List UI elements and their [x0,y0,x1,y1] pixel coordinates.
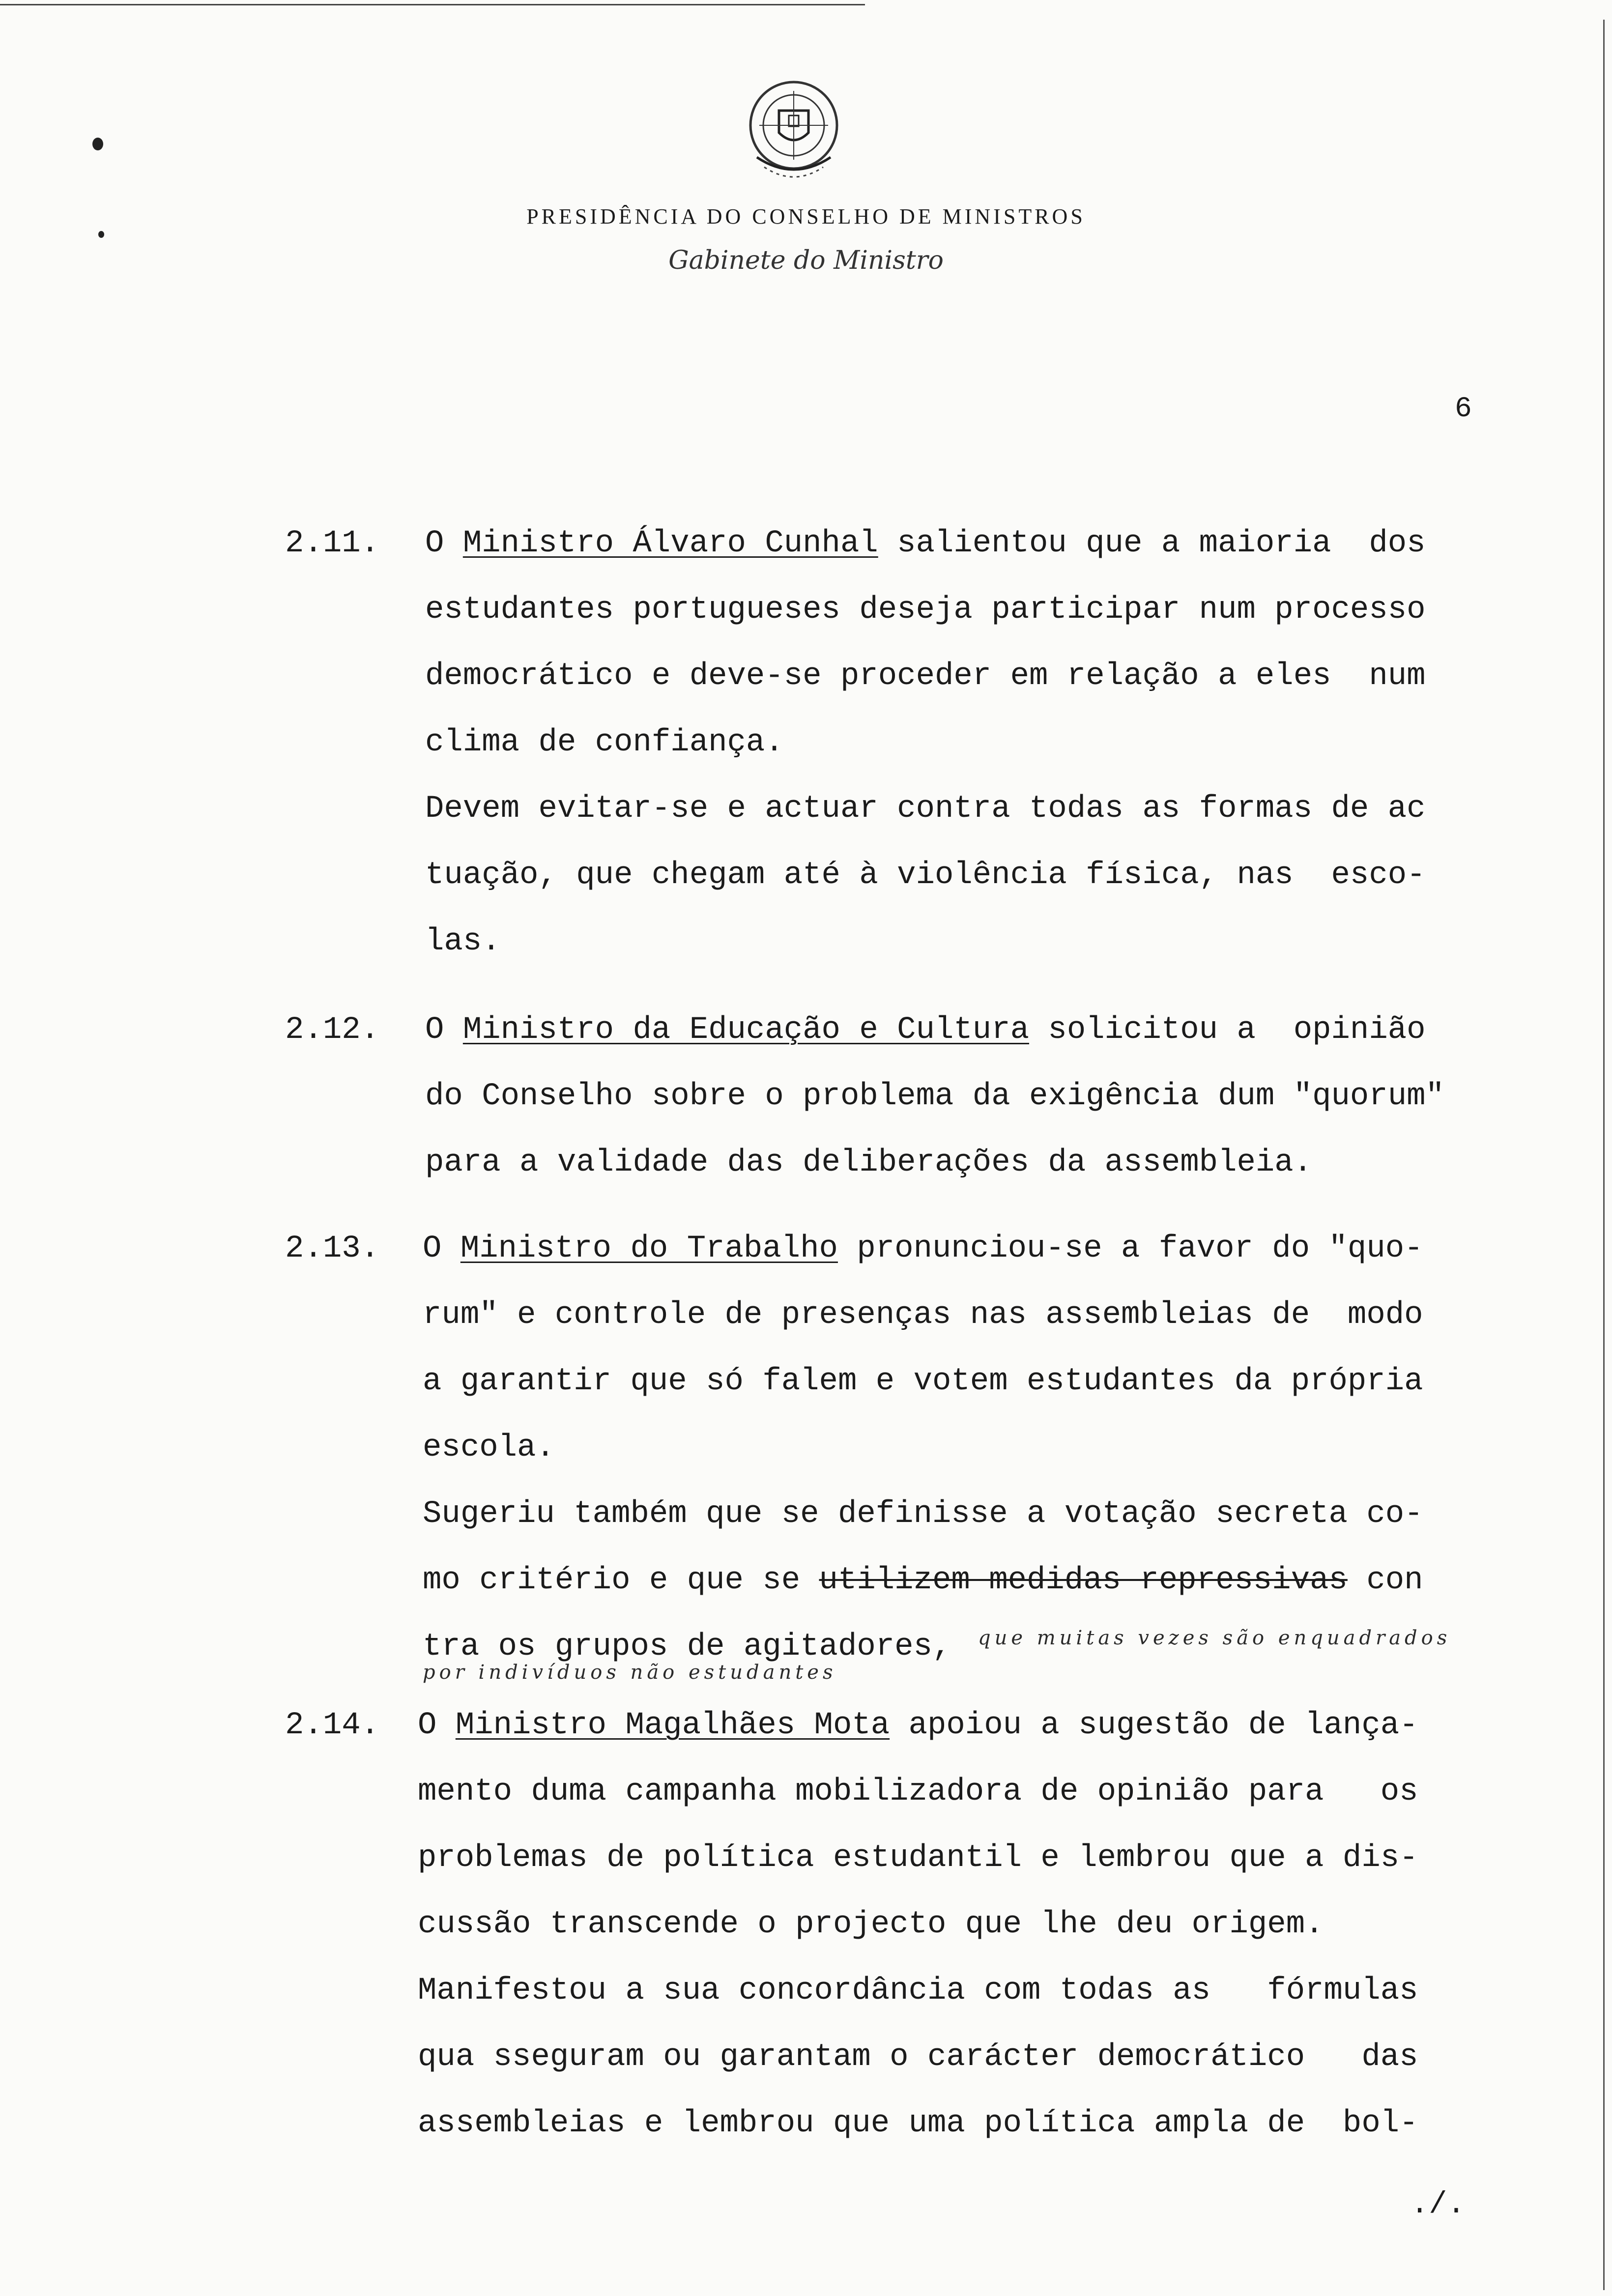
section-number: 2.12. [285,1012,380,1048]
paragraph-line: Sugeriu também que se definisse a votação secreta co- [423,1496,1423,1532]
handwritten-annotation: por indivíduos não estudantes [423,1661,837,1684]
paragraph-line: clima de confiança. [425,725,784,760]
speaker-name: Ministro do Trabalho [460,1231,838,1266]
paragraph-line: O Ministro da Educação e Cultura solicitou a opinião [425,1012,1426,1048]
section-number: 2.14. [285,1708,380,1743]
paragraph-line: tuação, que chegam até à violência física, nas esco- [425,858,1426,893]
speaker-name: Ministro Magalhães Mota [455,1708,890,1743]
handwritten-annotation: que muitas vezes são enquadrados [978,1627,1451,1649]
punch-hole-mark [98,231,104,238]
paragraph-line: O Ministro Álvaro Cunhal salientou que a maioria dos [425,526,1426,561]
paragraph-line: O Ministro Magalhães Mota apoiou a sugestão de lança- [418,1708,1418,1743]
paragraph-line: democrático e deve-se proceder em relação a eles num [425,659,1426,694]
speaker-name: Ministro da Educação e Cultura [462,1012,1029,1048]
paragraph-line: tra os grupos de agitadores, [423,1629,951,1665]
paragraph-line: mento duma campanha mobilizadora de opinião para os [418,1774,1418,1809]
paragraph-line: rum" e controle de presenças nas assembleias de modo [423,1297,1423,1333]
right-margin-line [1603,20,1605,2290]
paragraph-line: Devem evitar-se e actuar contra todas as formas de ac [425,791,1426,827]
coat-of-arms-icon [737,74,850,187]
paragraph-line: do Conselho sobre o problema da exigência dum "quorum" [425,1079,1444,1114]
punch-hole-mark [92,138,103,150]
section-number: 2.13. [285,1231,380,1266]
paragraph-line: para a validade das deliberações da assembleia. [425,1145,1313,1180]
paragraph-line: mo critério e que se utilizem medidas repressivas con [423,1563,1423,1598]
paragraph-line: O Ministro do Trabalho pronunciou-se a favor do "quo- [423,1231,1423,1266]
paragraph-line: escola. [423,1430,555,1465]
speaker-name: Ministro Álvaro Cunhal [462,526,878,561]
continuation-mark: ./. [1410,2187,1466,2222]
paragraph-line: qua sseguram ou garantam o carácter democrático das [418,2039,1418,2075]
paragraph-line: estudantes portugueses deseja participar num processo [425,592,1426,628]
paragraph-line: problemas de política estudantil e lembrou que a dis- [418,1840,1418,1876]
paragraph-line: Manifestou a sua concordância com todas as fórmulas [418,1973,1418,2009]
organization-heading: PRESIDÊNCIA DO CONSELHO DE MINISTROS [526,204,1086,229]
paragraph-line: las. [425,924,501,959]
section-number: 2.11. [285,526,380,561]
top-rule [0,4,865,5]
page-number: 6 [1455,393,1472,425]
cabinet-subtitle: Gabinete do Ministro [668,246,944,275]
struck-text: utilizem medidas repressivas [819,1563,1348,1598]
paragraph-line: a garantir que só falem e votem estudantes da própria [423,1364,1423,1399]
paragraph-line: assembleias e lembrou que uma política ampla de bol- [418,2106,1418,2141]
paragraph-line: cussão transcende o projecto que lhe deu origem. [418,1907,1324,1942]
